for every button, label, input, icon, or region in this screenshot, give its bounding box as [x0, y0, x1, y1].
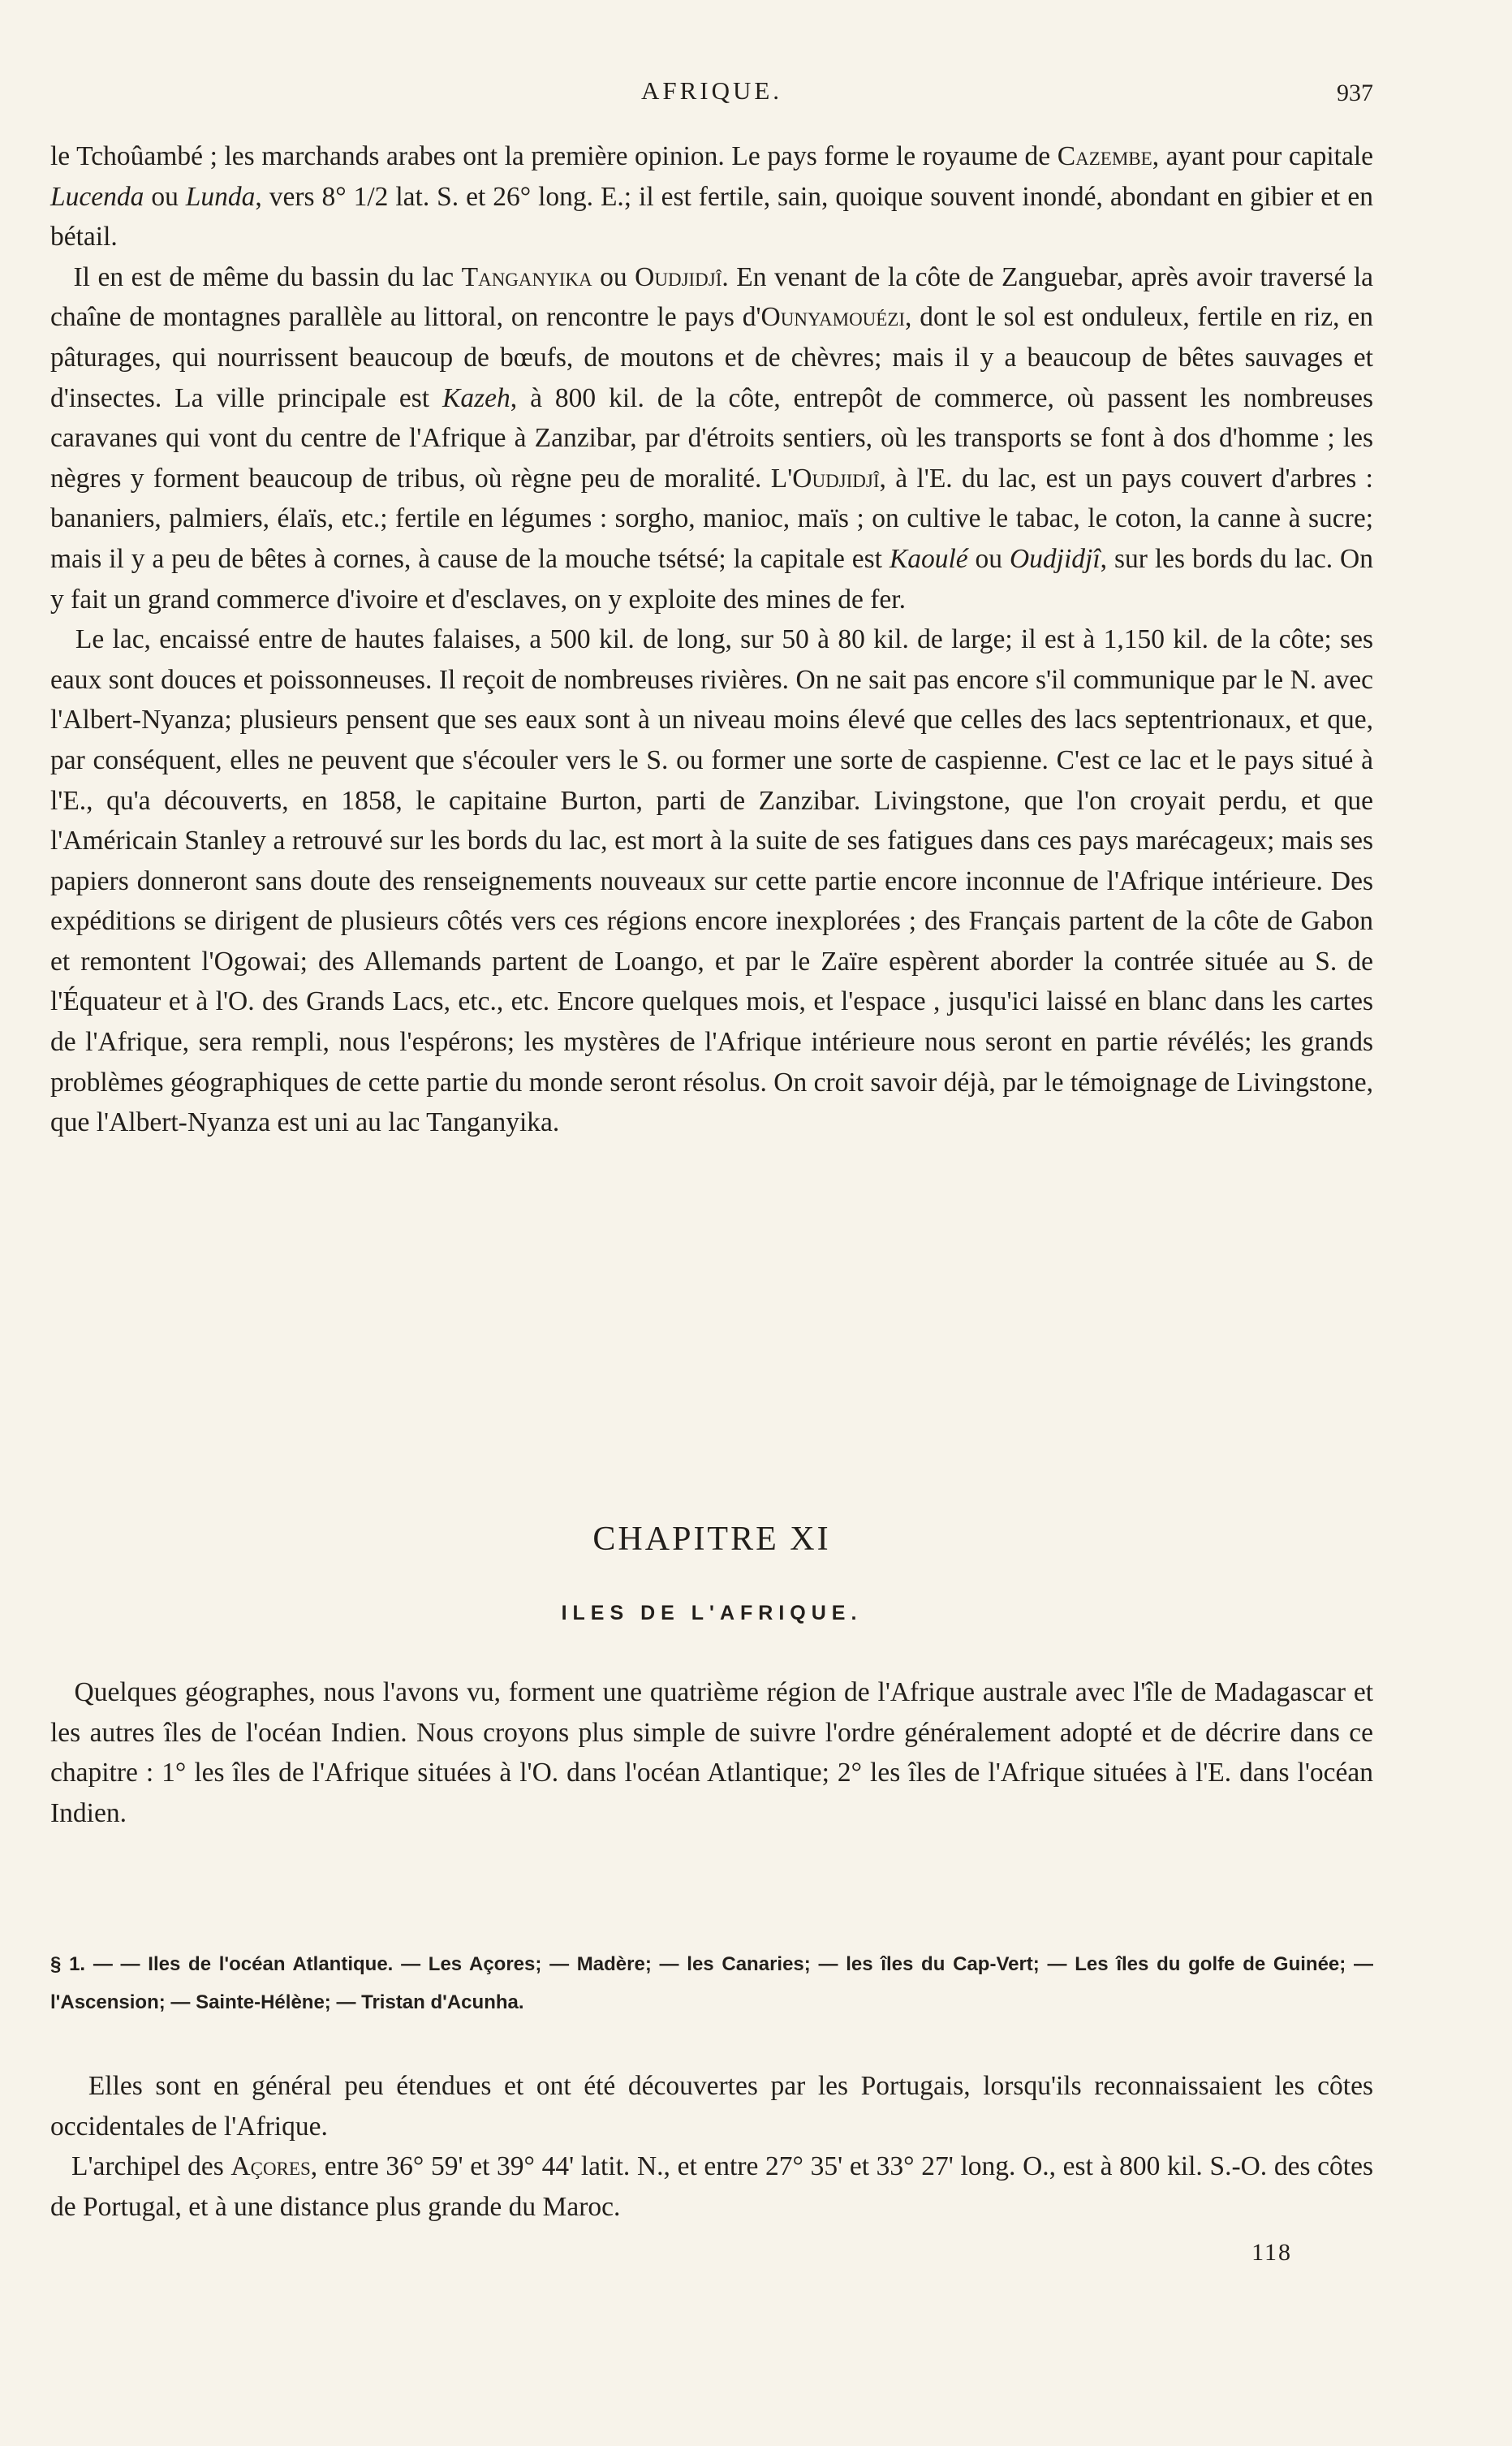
place-name: Oudjidjî	[635, 261, 722, 292]
section-paragraph-1	[50, 2066, 1373, 2146]
text-run: L'archipel des	[71, 2151, 231, 2182]
place-name: Lucenda	[50, 181, 144, 212]
paragraph-2	[50, 257, 1373, 619]
place-name: Kaoulé	[889, 543, 968, 574]
chapter-intro	[50, 1672, 1373, 1833]
running-title: AFRIQUE.	[640, 76, 783, 105]
text-run: Il en est de même du bassin du lac	[73, 261, 462, 292]
text-run: , à l'E. du lac, est un pays couvert d'arbres : bananiers, palmiers, élaïs, etc.; fertile en légumes : sorgho, manioc, maïs ; on cultive le tabac, le coton, la canne à sucre; mais il y a peu de bêtes à cornes, à cause de la mouche tsétsé; la capitale est	[50, 463, 1373, 574]
text-run: ou	[967, 543, 1010, 574]
place-name: Tanganyika	[461, 261, 592, 292]
text-run: , dont le sol est onduleux, fertile en riz, en pâturages, qui nourrissent beaucoup de bœufs, de moutons et de chèvres; mais il y a beaucoup de bêtes sauvages et d'insectes. La ville principale est	[50, 302, 1373, 413]
text-run: ou	[592, 261, 635, 292]
section-paragraph-2	[50, 2146, 1373, 2227]
intro-paragraph	[50, 1672, 1373, 1833]
text-run: Le lac, encaissé entre de hautes falaises, a 500 kil. de long, sur 50 à 80 kil. de large; il est à 1,150 kil. de la côte; ses eaux sont douces et poissonneuses. Il reçoit de nombreuses rivières. On ne sait pas encore s'il communique par le N. avec l'Albert-Nyanza; plusieurs pensent que ses eaux sont à un niveau moins élevé que celles des lacs septentrionaux, et que, par conséquent, elles ne peuvent que s'écouler vers le S. ou former une sorte de caspienne. C'est ce lac et le pays situé à l'E., qu'a découverts, en 1858, le capitaine Burton, parti de Zanzibar. Livingstone, que l'on croyait perdu, et que l'Américain Stanley a retrouvé sur les bords du lac, est mort à la suite de ses fatigues dans ces pays marécageux; mais ses papiers donneront sans doute des renseignements nouveaux sur cette partie encore inconnue de l'Afrique intérieure. Des expéditions se dirigent de plusieurs côtés vers ces régions encore inexplorées ; des Français partent de la côte de Gabon et remontent l'Ogowai; des Allemands partent de Loango, et par le Zaïre espèrent aborder la contrée située au S. de l'Équateur et à l'O. des Grands Lacs, etc., etc. Encore quelques mois, et l'espace , jusqu'ici laissé en blanc dans les cartes de l'Afrique, sera rempli, nous l'espérons; les mystères de l'Afrique intérieure nous seront en partie révélés; les grands problèmes géographiques de cette partie du monde seront résolus. On croit savoir déjà, par le témoignage de Livingstone, que l'Albert-Nyanza est uni au lac Tanganyika.	[50, 624, 1374, 1138]
text-run: , entre 36° 59' et 39° 44' latit. N., et entre 27° 35' et 33° 27' long. O., est à 800 kil. S.-O. des côtes de Portugal, et à une distance plus grande du Maroc.	[50, 2151, 1374, 2222]
place-name: Açores	[230, 2151, 311, 2182]
paragraph-3	[50, 619, 1373, 1143]
chapter-title: CHAPITRE XI	[592, 1521, 831, 1558]
text-run: le Tchoûambé ; les marchands arabes ont la première opinion. Le pays forme le royaume de	[50, 141, 1058, 171]
chapter-subtitle: ILES DE L'AFRIQUE.	[561, 1602, 863, 1624]
text-run: ou	[144, 181, 186, 212]
section-body	[50, 2066, 1373, 2227]
text-run: , sur les bords du lac. On y fait un grand commerce d'ivoire et d'esclaves, on y exploite des mines de fer.	[50, 543, 1374, 615]
place-name: Cazembe	[1057, 141, 1152, 171]
place-name: Oudjidjî	[792, 463, 880, 494]
page-number: 937	[1337, 80, 1373, 106]
signature-mark: 118	[1251, 2239, 1292, 2266]
text-run: Elles sont en général peu étendues et ont été découvertes par les Portugais, lorsqu'ils reconnaissaient les côtes occidentales de l'Afrique.	[50, 2071, 1374, 2142]
body-text	[50, 136, 1373, 1143]
text-run: , à 800 kil. de la côte, entrepôt de commerce, où passent les nombreuses caravanes qui vont du centre de l'Afrique à Zanzibar, par d'étroits sentiers, où les transports se font à dos d'homme ; les nègres y forment beaucoup de tribus, où règne peu de moralité. L'	[50, 382, 1373, 494]
text-run: . En venant de la côte de Zanguebar, après avoir traversé la chaîne de montagnes parallèle au littoral, on rencontre le pays d'	[50, 261, 1374, 333]
running-head	[50, 76, 1373, 112]
text-run: , ayant pour capitale	[1152, 141, 1373, 171]
book-page	[50, 0, 1373, 2446]
text-run: , vers 8° 1/2 lat. S. et 26° long. E.; il est fertile, sain, quoique souvent inondé, abondant en gibier et en bétail.	[50, 181, 1374, 252]
text-run: Quelques géographes, nous l'avons vu, forment une quatrième région de l'Afrique australe avec l'île de Madagascar et les autres îles de l'océan Indien. Nous croyons plus simple de suivre l'ordre généralement adopté et de décrire dans ce chapitre : 1° les îles de l'Afrique situées à l'O. dans l'océan Atlantique; 2° les îles de l'Afrique situées à l'E. dans l'océan Indien.	[50, 1677, 1374, 1828]
place-name: Ounyamouézi	[760, 302, 906, 333]
place-name: Kazeh	[442, 382, 510, 413]
paragraph-1	[50, 136, 1373, 257]
place-name: Oudjidjî	[1009, 543, 1101, 574]
section-heading: § 1. — — Iles de l'océan Atlantique. — Les Açores; — Madère; — les Canaries; — les îles du Cap-Vert; — Les îles du golfe de Guinée; — l'Ascension; — Sainte-Hélène; — Tristan d'Acunha.	[50, 1953, 1373, 2013]
place-name: Lunda	[185, 181, 256, 212]
